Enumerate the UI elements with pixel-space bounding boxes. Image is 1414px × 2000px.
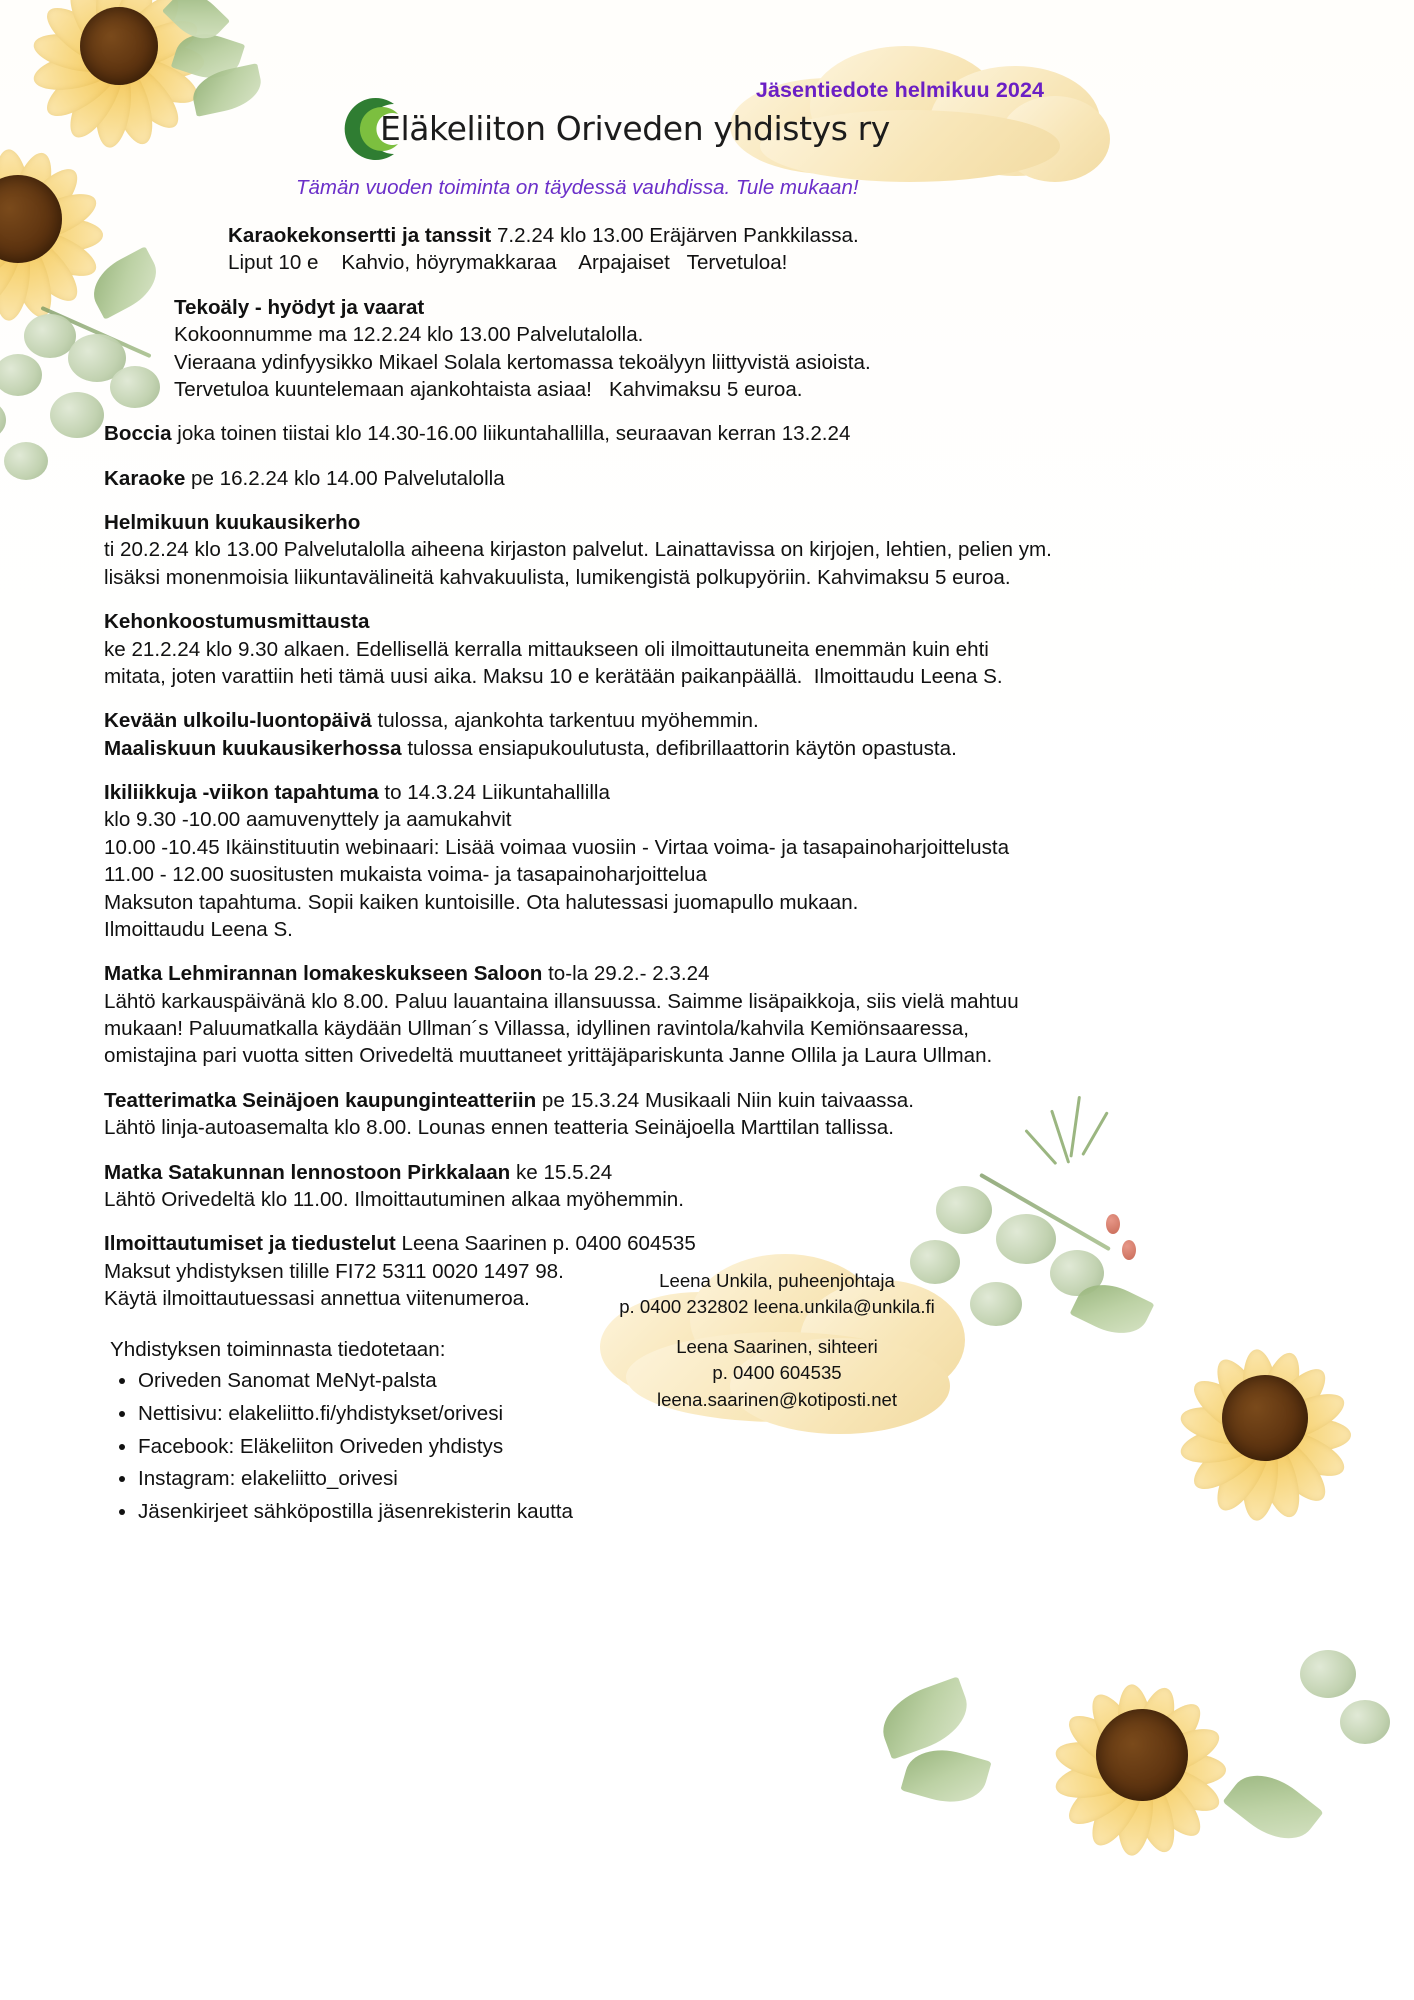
section-line	[104, 509, 1194, 536]
eucalyptus-leaf-icon	[4, 442, 48, 480]
list-item: • Oriveden Sanomat MeNyt-palsta	[138, 1368, 573, 1395]
section-ikiliikkuja	[104, 779, 1194, 943]
section-body-text: 7.2.24 klo 13.00 Eräjärven Pankkilassa.	[491, 224, 859, 247]
list-item: • Nettisivu: elakeliitto.fi/yhdistykset/orivesi	[138, 1401, 573, 1428]
section-body-text: tulossa ensiapukoulutusta, defibrillaattorin käytön opastusta.	[401, 736, 957, 760]
section-body-text: klo 9.30 -10.00 aamuvenyttely ja aamukahvit	[104, 808, 512, 832]
issue-badge-label: Jäsentiedote helmikuu 2024	[755, 78, 1045, 102]
eucalyptus-leaf-icon	[0, 354, 42, 396]
section-heading-text: Maaliskuun kuukausikerhossa	[104, 736, 402, 760]
section-line	[104, 465, 1194, 492]
section-line	[104, 806, 1194, 833]
section-body-text: joka toinen tiistai klo 14.30-16.00 liikuntahallilla, seuraavan kerran 13.2.24	[171, 422, 851, 446]
contact-line: p. 0400 604535	[712, 1362, 842, 1384]
section-line	[104, 834, 1194, 861]
section-line	[104, 1159, 1194, 1186]
section-matka-lehmiranta	[104, 960, 1194, 1070]
section-body-text: tulossa, ajankohta tarkentuu myöhemmin.	[371, 709, 759, 733]
section-body-text: ke 15.5.24	[510, 1160, 613, 1184]
contact-info	[612, 1268, 942, 1413]
section-body-text: Lähtö karkauspäivänä klo 8.00. Paluu lauantaina illansuussa. Saimme lisäpaikkoja, siis vielä mahtuu	[104, 989, 1019, 1013]
section-helmikuun-kuukausikerho	[104, 509, 1194, 591]
leaf-icon	[873, 1676, 977, 1759]
contact-person	[612, 1268, 942, 1321]
eucalyptus-leaf-icon	[1340, 1700, 1390, 1744]
contact-line: Leena Unkila, puheenjohtaja	[659, 1270, 895, 1291]
section-body-text: 11.00 - 12.00 suositusten mukaista voima- ja tasapainoharjoittelua	[104, 863, 707, 887]
section-line	[104, 1186, 1194, 1213]
section-teatterimatka	[104, 1087, 1194, 1142]
leaf-icon	[900, 1740, 991, 1812]
section-body-text: pe 16.2.24 klo 14.00 Palvelutalolla	[185, 466, 505, 490]
section-line	[104, 1114, 1194, 1141]
leaf-icon	[1222, 1759, 1323, 1854]
section-heading-text: Teatterimatka Seinäjoen kaupunginteatteriin	[104, 1088, 537, 1112]
channel-list	[104, 1368, 573, 1526]
section-line	[174, 294, 1194, 321]
section-body-text: Lähtö linja-autoasemalta klo 8.00. Lounas ennen teatteria Seinäjoella Marttilan tallissa.	[104, 1116, 894, 1140]
section-heading-text: Ikiliikkuja -viikon tapahtuma	[104, 781, 379, 804]
section-line	[104, 889, 1194, 916]
newsletter-body	[104, 222, 1194, 1329]
section-line	[104, 707, 1194, 734]
leaf-icon	[171, 25, 245, 87]
section-body-text: mukaan! Paluumatkalla käydään Ullman´s Villassa, idyllinen ravintola/kahvila Kemiönsaaressa,	[104, 1017, 969, 1040]
section-line	[104, 663, 1194, 690]
section-heading-text: Ilmoittautumiset ja tiedustelut	[104, 1232, 396, 1256]
section-matka-satakunta	[104, 1159, 1194, 1214]
section-body-text: Maksuton tapahtuma. Sopii kaiken kuntoisille. Ota halutessasi juomapullo mukaan.	[104, 890, 859, 914]
section-heading-text: Boccia	[104, 422, 172, 446]
section-body-text: Liput 10 e Kahvio, höyrymakkaraa Arpajaiset Tervetuloa!	[228, 251, 788, 275]
section-heading-text: Karaokekonsertti ja tanssit	[228, 224, 492, 247]
section-line	[104, 960, 1194, 987]
list-item: • Instagram: elakeliitto_orivesi	[138, 1466, 573, 1493]
section-line	[104, 608, 1194, 635]
list-item: • Facebook: Eläkeliiton Oriveden yhdistys	[138, 1434, 573, 1461]
section-body-text: Käytä ilmoittautuessasi annettua viitenumeroa.	[104, 1287, 530, 1310]
section-body-text: 10.00 -10.45 Ikäinstituutin webinaari: Lisää voimaa vuosiin - Virtaa voima- ja tasapainoharjoittelusta	[104, 835, 1010, 859]
header-tagline: Tämän vuoden toiminta on täydessä vauhdissa. Tule mukaan!	[296, 176, 859, 199]
communication-channels	[104, 1338, 573, 1532]
section-kehonkoostumusmittausta	[104, 608, 1194, 690]
section-body-text: ke 21.2.24 klo 9.30 alkaen. Edellisellä kerralla mittaukseen oli ilmoittautuneita enemmän kuin ehti	[104, 637, 989, 661]
section-body-text: to 14.3.24 Liikuntahallilla	[378, 781, 610, 804]
section-line	[174, 349, 1194, 376]
section-line	[104, 1015, 1194, 1042]
section-body-text: ti 20.2.24 klo 13.00 Palvelutalolla aiheena kirjaston palvelut. Lainattavissa on kirjojen, lehtien, pelien ym.	[104, 538, 1052, 562]
contact-person	[612, 1334, 942, 1413]
section-body-text: Lähtö Orivedeltä klo 11.00. Ilmoittautuminen alkaa myöhemmin.	[104, 1187, 684, 1211]
section-line	[104, 779, 1194, 806]
section-line	[228, 222, 1194, 249]
eucalyptus-leaf-icon	[0, 400, 6, 440]
sunflower-icon	[960, 1590, 1320, 1950]
section-line	[104, 1042, 1194, 1069]
section-body-text: Ilmoittaudu Leena S.	[104, 917, 293, 941]
section-heading-text: Matka Satakunnan lennostoon Pirkkalaan	[104, 1160, 511, 1184]
section-heading-text: Kehonkoostumusmittausta	[104, 610, 370, 634]
section-body-text: Vieraana ydinfyysikko Mikael Solala kertomassa tekoälyyn liittyvistä asioista.	[174, 350, 871, 374]
section-line	[104, 420, 1194, 447]
section-line	[104, 735, 1194, 762]
section-boccia	[104, 420, 1194, 447]
leaf-icon	[162, 0, 230, 50]
section-body-text: to-la 29.2.- 2.3.24	[542, 962, 710, 986]
organization-header	[296, 95, 996, 175]
section-line	[228, 249, 1194, 276]
section-karaokekonsertti	[104, 222, 1194, 277]
section-heading-text: Kevään ulkoilu-luontopäivä	[104, 709, 372, 733]
section-line	[174, 321, 1194, 348]
eucalyptus-leaf-icon	[24, 314, 76, 358]
section-kevaan-ulkoilu	[104, 707, 1194, 762]
footer-lead-text: Yhdistyksen toiminnasta tiedotetaan:	[110, 1338, 446, 1361]
list-item: • Jäsenkirjeet sähköpostilla jäsenrekisterin kautta	[138, 1499, 573, 1526]
contact-line: Leena Saarinen, sihteeri	[676, 1335, 878, 1357]
section-body-text: mitata, joten varattiin heti tämä uusi aika. Maksu 10 e kerätään paikanpäällä. Ilmoittaudu Leena S.	[104, 664, 1003, 688]
section-line	[104, 861, 1194, 888]
section-heading-text: Helmikuun kuukausikerho	[104, 511, 361, 534]
organization-name: Eläkeliiton Oriveden yhdistys ry	[380, 109, 890, 148]
section-body-text: lisäksi monenmoisia liikuntavälineitä kahvakuulista, lumikengistä polkupyöriin. Kahvimaksu 5 euroa.	[104, 565, 1011, 589]
section-body-text: omistajina pari vuotta sitten Orivedeltä muuttaneet yrittäjäpariskunta Janne Ollila ja Laura Ullman.	[104, 1044, 993, 1068]
sunflower-icon	[0, 0, 268, 212]
section-line	[104, 536, 1194, 563]
contact-line: p. 0400 232802 leena.unkila@unkila.fi	[619, 1296, 935, 1318]
section-line	[104, 564, 1194, 591]
section-body-text: pe 15.3.24 Musikaali Niin kuin taivaassa.	[536, 1088, 914, 1112]
section-body-text: Maksut yhdistyksen tilille FI72 5311 0020 1497 98.	[104, 1259, 564, 1283]
section-body-text: Kokoonnumme ma 12.2.24 klo 13.00 Palvelutalolla.	[174, 323, 644, 347]
section-heading-text: Matka Lehmirannan lomakeskukseen Saloon	[104, 962, 543, 986]
section-karaoke	[104, 465, 1194, 492]
section-line	[104, 988, 1194, 1015]
section-heading-text: Karaoke	[104, 466, 186, 490]
section-body-text: Tervetuloa kuuntelemaan ajankohtaista asiaa! Kahvimaksu 5 euroa.	[174, 377, 803, 401]
section-line	[174, 376, 1194, 403]
section-line	[104, 916, 1194, 943]
eucalyptus-leaf-icon	[50, 392, 104, 438]
section-line	[104, 1087, 1194, 1114]
section-line	[104, 1230, 1194, 1257]
section-body-text: Leena Saarinen p. 0400 604535	[395, 1232, 696, 1256]
contact-line: leena.saarinen@kotiposti.net	[656, 1388, 898, 1410]
eucalyptus-leaf-icon	[1300, 1650, 1356, 1698]
leaf-icon	[189, 63, 266, 117]
section-tekoaly	[104, 294, 1194, 404]
section-line	[104, 636, 1194, 663]
section-heading-text: Tekoäly - hyödyt ja vaarat	[174, 295, 425, 319]
